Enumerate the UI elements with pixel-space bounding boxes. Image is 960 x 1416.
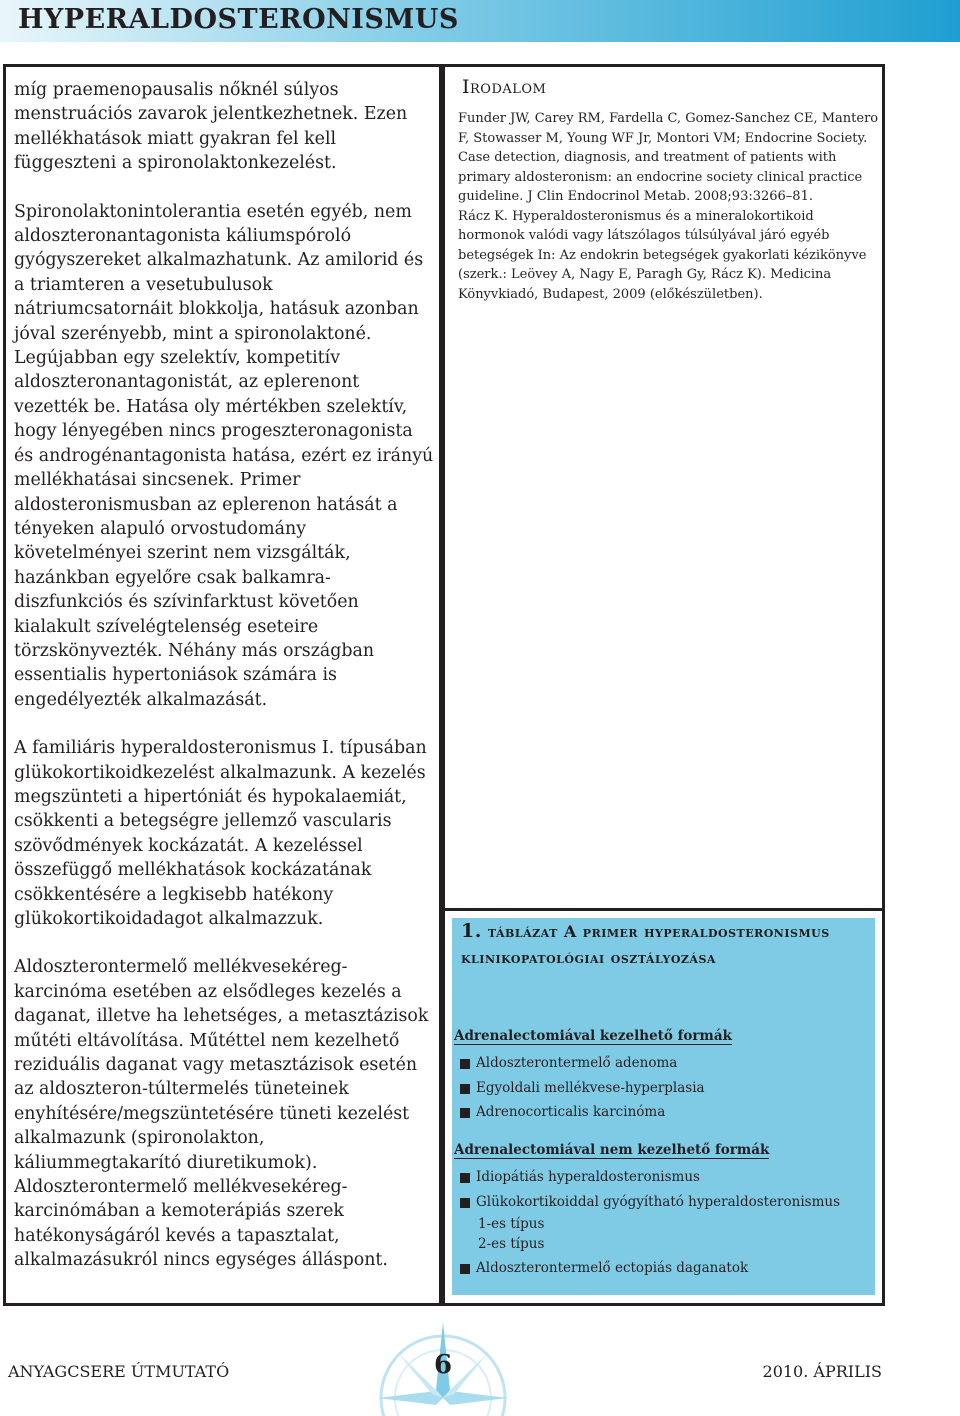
list-subitem: 1-es típus xyxy=(478,1216,545,1232)
list-item: Aldoszterontermelő ectopiás daganatok xyxy=(460,1256,872,1281)
reference-item: Funder JW, Carey RM, Fardella C, Gomez-Sanchez CE, Mantero F, Stowasser M, Young WF Jr, Montori VM; Endocrine Society. Case detection, diagnosis, and treatment of patients with primary aldosteronism: an endocrine society clinical practice guideline. J Clin Endocrinol Metab. 2008;93:3266–81. xyxy=(458,111,879,204)
list-item: Glükokortikoiddal gyógyítható hyperaldosteronismus xyxy=(460,1190,872,1215)
list-item: Adrenocorticalis karcinóma xyxy=(460,1100,872,1125)
paragraph: Spironolaktonintolerantia esetén egyéb, nem aldoszteronantagonista káliumspóroló gyógyszereket alkalmazhatunk. Az amilorid és a triamteren a vesetubulusok nátriumcsatornáit blokkolja, hatásuk azonban jóval szerényebb, mint a spironolaktoné. Legújabban egy szelektív, kompetitív aldoszteronantagonistát, az eplerenont vezették be. Hatása oly mértékben szelektív, hogy lényegében nincs progeszteronagonista és androgénantagonista hatása, ezért ez irányú mellékhatásai sincsenek. Primer aldosteronismusban az eplerenon hatását a tényeken alapuló orvostudomány követelményei szerint nem vizsgálták, hazánkban egyelőre csak balkamra-diszfunkciós és szívinfarktust követően kialakult szívelégtelenség eseteire törzskönyvezték. Néhány más országban essentialis hypertoniások számára is engedélyezték alkalmazását. xyxy=(14,201,434,710)
footer-publication: ANYAGCSERE ÚTMUTATÓ xyxy=(8,1362,230,1381)
list-item: Aldoszterontermelő adenoma xyxy=(460,1051,872,1076)
references-list xyxy=(458,109,880,304)
paragraph: míg praemenopausalis nőknél súlyos menstruációs zavarok jelentkezhetnek. Ezen mellékhatások miatt gyakran fel kell függeszteni a spironolaktonkezelést. xyxy=(14,80,408,174)
group-heading-operable xyxy=(454,1028,874,1044)
group-list-operable xyxy=(460,1051,872,1125)
main-text-column xyxy=(14,78,434,1297)
references-title: Irodalom xyxy=(462,76,547,98)
table-heading xyxy=(461,918,871,971)
table-title: táblázat A primer hyperaldosteronismus klinikopatológiai osztályozása xyxy=(461,922,830,967)
list-item: Idiopátiás hyperaldosteronismus xyxy=(460,1165,872,1190)
group-heading-non-operable xyxy=(454,1142,874,1158)
list-subitem: 2-es típus xyxy=(478,1236,545,1252)
paragraph: Aldoszterontermelő mellékvesekéreg-karcinóma esetében az elsődleges kezelés a daganat, illetve ha lehetséges, a metasztázisok műtéti eltávolítása. Műtéttel nem kezelhető reziduális daganat vagy metasztázisok esetén az aldoszteron-túltermelés tüneteinek enyhítésére/megszüntetésére tüneti kezelést alkalmazunk (spironolakton, káliummegtakarító diuretikumok). Aldoszterontermelő mellékvesekéreg-karcinómában a kemoterápiás szerek hatékonyságáról kevés a tapasztalat, alkalmazásukról nincs egységes álláspont. xyxy=(14,957,429,1271)
right-column-divider xyxy=(442,908,885,911)
list-item: Egyoldali mellékvese-hyperplasia xyxy=(460,1076,872,1101)
group-heading-text: Adrenalectomiával nem kezelhető formák xyxy=(454,1142,770,1158)
page-number: 6 xyxy=(433,1350,453,1380)
group-heading-text: Adrenalectomiával kezelhető formák xyxy=(454,1028,732,1044)
paragraph: A familiáris hyperaldosteronismus I. típusában glükokortikoidkezelést alkalmazunk. A kezelés megszünteti a hipertóniát és hypokalaemiát, csökkenti a betegségre jellemző vascularis szövődmények kockázatát. A kezeléssel összefüggő mellékhatások kockázatának csökkentésére a legkisebb hatékony glükokortikoidadagot alkalmazzuk. xyxy=(14,738,427,929)
reference-item: Rácz K. Hyperaldosteronismus és a mineralokortikoid hormonok valódi vagy látszólagos túlsúlyával járó egyéb betegségek In: Az endokrin betegségek gyakorlati kézikönyve (szerk.: Leövey A, Nagy E, Paragh Gy, Rácz K). Medicina Könyvkiadó, Budapest, 2009 (előkészületben). xyxy=(458,208,867,302)
footer-date: 2010. ÁPRILIS xyxy=(762,1362,882,1381)
page-title: HYPERALDOSTERONISMUS xyxy=(18,4,459,35)
group-list-non-operable xyxy=(460,1165,872,1281)
table-number: 1. xyxy=(461,920,482,942)
